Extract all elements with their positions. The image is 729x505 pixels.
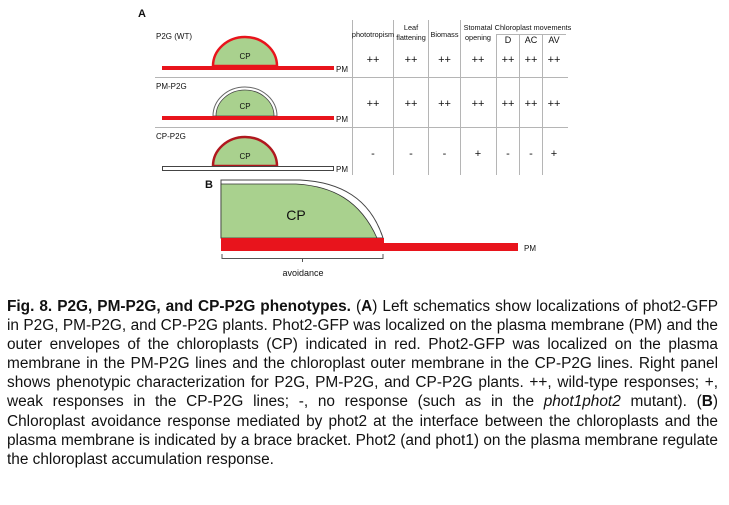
col-av: AV [548,35,560,45]
caption-paren: ( [355,298,362,315]
caption-b-letter: B [701,393,713,411]
result-ac: ++ [524,98,538,110]
result-d: - [506,148,510,160]
col-ac: AC [524,35,538,45]
pm-label: PM [336,165,348,174]
caption-mutant: phot1phot2 [543,393,621,411]
col-biomass: Biomass [430,30,459,39]
col-stomatal-line2: opening [465,33,491,42]
panel-b-label: B [205,179,213,191]
cp-label: CP [239,52,251,61]
caption-b-text: ) Chloroplast avoidance response mediated by phot2 at the interface between the chloroplasts and the plasma membrane is indicated by a brace bracket. Phot2 (and phot1) on the plasma membrane regulate the chloroplast accumulation response. [7,393,718,468]
caption-title: Fig. 8. P2G, PM-P2G, and CP-P2G phenotypes. [7,298,351,315]
result-phototropism: ++ [366,54,380,66]
cp-label: CP [239,152,251,161]
row-label: PM-P2G [156,82,187,91]
result-biomass: ++ [438,54,451,66]
result-biomass: ++ [438,98,451,110]
result-stomatal: + [474,148,482,160]
result-phototropism: ++ [366,98,380,110]
caption-a-text-2: mutant). ( [620,393,702,411]
result-av: + [550,148,558,160]
col-leaf-flattening-line1: Leaf [403,23,419,32]
result-phototropism: - [371,148,375,160]
panel-b-diagram [221,180,536,278]
result-d: ++ [501,54,515,66]
col-stomatal-line1: Stomatal [463,23,493,32]
plasma-membrane [162,66,334,70]
col-chloroplast-movements: Chloroplast movements [494,23,572,32]
row-label: CP-P2G [156,132,186,141]
pm-label: PM [524,244,536,253]
panel-a-label: A [138,8,146,20]
row-cp-p2g [156,132,557,174]
cp-label: CP [286,207,306,223]
result-biomass: - [442,148,447,160]
figure-caption [7,297,718,469]
result-ac: ++ [524,54,538,66]
result-leaf-flattening: ++ [404,98,418,110]
row-label: P2G (WT) [156,32,192,41]
plasma-membrane [221,243,518,251]
result-stomatal: ++ [471,54,485,66]
result-av: ++ [547,98,561,110]
plasma-membrane [163,167,334,171]
result-stomatal: ++ [471,98,485,110]
result-d: ++ [501,98,515,110]
col-d: D [504,35,512,45]
avoidance-label: avoidance [282,268,324,278]
row-pm-p2g [156,82,560,124]
result-leaf-flattening: - [409,148,413,160]
plasma-membrane [162,116,334,120]
pm-label: PM [336,65,348,74]
result-av: ++ [547,54,561,66]
caption-a-letter: A [361,298,373,315]
result-ac: - [529,148,533,160]
pm-contact-zone [221,238,384,243]
result-leaf-flattening: ++ [404,54,418,66]
col-leaf-flattening-line2: flattening [396,33,426,42]
caption-a-text: ) Left schematics show localizations of phot2-GFP in P2G, PM-P2G, and CP-P2G plants. Phot2-GFP was localized on the plasma membrane (PM) and the outer envelopes of the chloroplasts (CP) indicated in red. Phot2-GFP was localized on the plasma membrane in the PM-P2G lines and the chloroplast outer membrane in the CP-P2G lines. Right panel shows phenotypic characterization for P2G, PM-P2G, and CP-P2G plants. ++, wild-type responses; +, weak responses in the CP-P2G lines; -, no response (such as in the [7,298,718,411]
pm-label: PM [336,115,348,124]
avoidance-brace [222,254,383,259]
cp-label: CP [239,102,251,111]
col-phototropism: phototropism [351,30,395,39]
